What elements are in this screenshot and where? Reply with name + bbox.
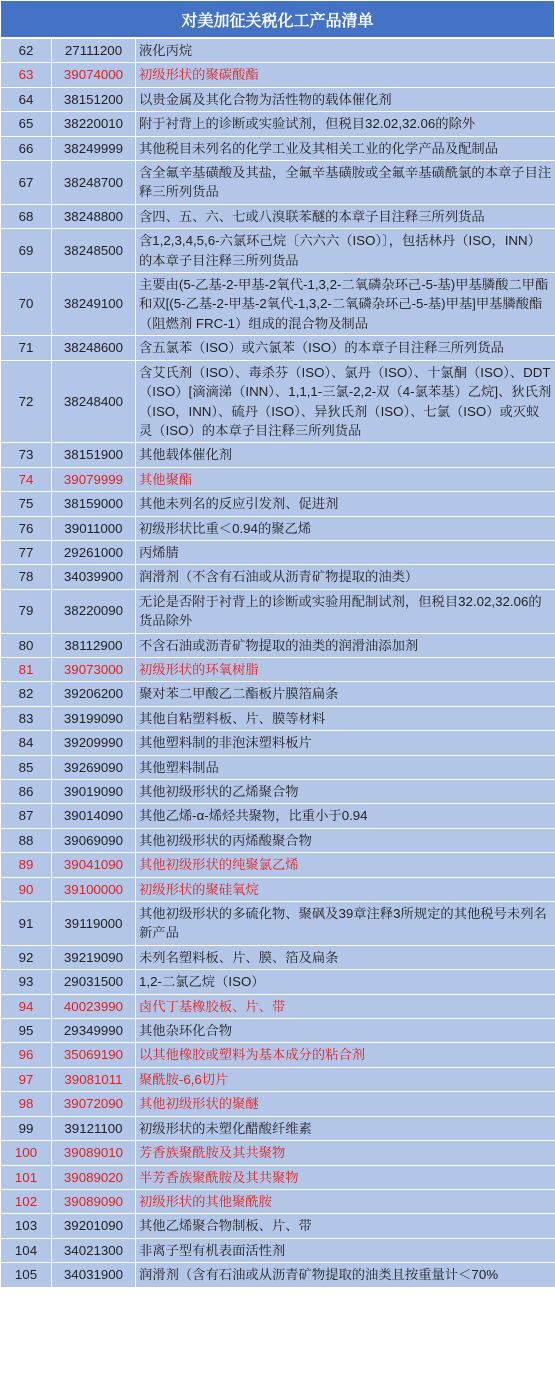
product-description: 其他初级形状的丙烯酸聚合物 bbox=[136, 828, 555, 852]
hs-code: 39081011 bbox=[52, 1067, 136, 1091]
table-row bbox=[1, 467, 555, 491]
product-description: 其他税目未列名的化学工业及其相关工业的化学产品及配制品 bbox=[136, 136, 555, 160]
hs-code: 39089010 bbox=[52, 1141, 136, 1165]
hs-code: 29349990 bbox=[52, 1019, 136, 1043]
product-description: 以贵金属及其化合物为活性物的载体催化剂 bbox=[136, 87, 555, 111]
product-description: 其他未列名的反应引发剂、促进剂 bbox=[136, 492, 555, 516]
table-row bbox=[1, 540, 555, 564]
row-number: 77 bbox=[1, 540, 52, 564]
table-row bbox=[1, 1189, 555, 1213]
product-description: 聚酰胺-6,6切片 bbox=[136, 1067, 555, 1091]
hs-code: 38159000 bbox=[52, 492, 136, 516]
row-number: 90 bbox=[1, 877, 52, 901]
row-number: 96 bbox=[1, 1043, 52, 1067]
product-description: 其他载体催化剂 bbox=[136, 443, 555, 467]
hs-code: 39041090 bbox=[52, 853, 136, 877]
row-number: 75 bbox=[1, 492, 52, 516]
table-row bbox=[1, 1238, 555, 1262]
product-description: 含1,2,3,4,5,6-六氯环己烷〔六六六（ISO）〕，包括林丹（ISO，INN）的本章子目注释三所列货品 bbox=[136, 229, 555, 273]
hs-code: 39209990 bbox=[52, 731, 136, 755]
table-row bbox=[1, 1116, 555, 1140]
row-number: 104 bbox=[1, 1238, 52, 1262]
table-row bbox=[1, 853, 555, 877]
hs-code: 38248700 bbox=[52, 161, 136, 205]
product-description: 其他乙烯聚合物制板、片、带 bbox=[136, 1214, 555, 1238]
product-description: 芳香族聚酰胺及其共聚物 bbox=[136, 1141, 555, 1165]
row-number: 76 bbox=[1, 516, 52, 540]
product-description: 聚对苯二甲酸乙二酯板片膜箔扁条 bbox=[136, 682, 555, 706]
hs-code: 38248600 bbox=[52, 336, 136, 360]
row-number: 97 bbox=[1, 1067, 52, 1091]
hs-code: 39019090 bbox=[52, 780, 136, 804]
table-row bbox=[1, 1067, 555, 1091]
table-row bbox=[1, 204, 555, 228]
hs-code: 35069190 bbox=[52, 1043, 136, 1067]
row-number: 101 bbox=[1, 1165, 52, 1189]
table-row bbox=[1, 780, 555, 804]
hs-code: 39089020 bbox=[52, 1165, 136, 1189]
table-row bbox=[1, 828, 555, 852]
table-row bbox=[1, 39, 555, 63]
row-number: 95 bbox=[1, 1019, 52, 1043]
row-number: 74 bbox=[1, 467, 52, 491]
hs-code: 27111200 bbox=[52, 39, 136, 63]
table-row bbox=[1, 1019, 555, 1043]
hs-code: 34039900 bbox=[52, 565, 136, 589]
product-description: 1,2-二氯乙烷（ISO） bbox=[136, 970, 555, 994]
product-description: 未列名塑料板、片、膜、箔及扁条 bbox=[136, 945, 555, 969]
table-row bbox=[1, 657, 555, 681]
row-number: 86 bbox=[1, 780, 52, 804]
table-row bbox=[1, 63, 555, 87]
row-number: 98 bbox=[1, 1092, 52, 1116]
table-row bbox=[1, 273, 555, 336]
row-number: 91 bbox=[1, 902, 52, 946]
table-row bbox=[1, 229, 555, 273]
table-row bbox=[1, 136, 555, 160]
row-number: 81 bbox=[1, 657, 52, 681]
product-description: 含四、五、六、七或八溴联苯醚的本章子目注释三所列货品 bbox=[136, 204, 555, 228]
product-description: 其他塑料制的非泡沫塑料板片 bbox=[136, 731, 555, 755]
table-row bbox=[1, 682, 555, 706]
product-description: 其他初级形状的聚醚 bbox=[136, 1092, 555, 1116]
row-number: 68 bbox=[1, 204, 52, 228]
hs-code: 39011000 bbox=[52, 516, 136, 540]
hs-code: 38248800 bbox=[52, 204, 136, 228]
product-description: 无论是否附于衬背上的诊断或实验用配制试剂，但税目32.02,32.06的货品除外 bbox=[136, 589, 555, 633]
table-row bbox=[1, 492, 555, 516]
hs-code: 39014090 bbox=[52, 804, 136, 828]
table-row bbox=[1, 360, 555, 443]
row-number: 100 bbox=[1, 1141, 52, 1165]
row-number: 69 bbox=[1, 229, 52, 273]
table-title: 对美加征关税化工产品清单 bbox=[0, 0, 555, 38]
hs-code: 34021300 bbox=[52, 1238, 136, 1262]
table-row bbox=[1, 804, 555, 828]
product-description: 润滑剂（不含有石油或从沥青矿物提取的油类） bbox=[136, 565, 555, 589]
row-number: 78 bbox=[1, 565, 52, 589]
table-row bbox=[1, 633, 555, 657]
hs-code: 39199090 bbox=[52, 706, 136, 730]
product-description: 初级形状的其他聚酰胺 bbox=[136, 1189, 555, 1213]
product-description: 丙烯腈 bbox=[136, 540, 555, 564]
table-row bbox=[1, 443, 555, 467]
hs-code: 39100000 bbox=[52, 877, 136, 901]
table-row bbox=[1, 755, 555, 779]
hs-code: 39079999 bbox=[52, 467, 136, 491]
product-description: 初级形状的未塑化醋酸纤维素 bbox=[136, 1116, 555, 1140]
product-description: 初级形状比重＜0.94的聚乙烯 bbox=[136, 516, 555, 540]
row-number: 62 bbox=[1, 39, 52, 63]
row-number: 83 bbox=[1, 706, 52, 730]
product-description: 半芳香族聚酰胺及其共聚物 bbox=[136, 1165, 555, 1189]
hs-code: 39119000 bbox=[52, 902, 136, 946]
product-description: 其他初级形状的纯聚氯乙烯 bbox=[136, 853, 555, 877]
row-number: 79 bbox=[1, 589, 52, 633]
product-description: 附于衬背上的诊断或实验试剂，但税目32.02,32.06的除外 bbox=[136, 112, 555, 136]
row-number: 73 bbox=[1, 443, 52, 467]
product-description: 含五氯苯（ISO）或六氯苯（ISO）的本章子目注释三所列货品 bbox=[136, 336, 555, 360]
row-number: 72 bbox=[1, 360, 52, 443]
hs-code: 39206200 bbox=[52, 682, 136, 706]
product-description: 以其他橡胶或塑料为基本成分的粘合剂 bbox=[136, 1043, 555, 1067]
row-number: 93 bbox=[1, 970, 52, 994]
row-number: 87 bbox=[1, 804, 52, 828]
table-row bbox=[1, 1043, 555, 1067]
hs-code: 29031500 bbox=[52, 970, 136, 994]
product-description: 其他初级形状的多硫化物、聚砜及39章注释3所规定的其他税号未列名新产品 bbox=[136, 902, 555, 946]
hs-code: 39073000 bbox=[52, 657, 136, 681]
product-description: 润滑剂（含有石油或从沥青矿物提取的油类且按重量计＜70% bbox=[136, 1263, 555, 1287]
row-number: 89 bbox=[1, 853, 52, 877]
row-number: 88 bbox=[1, 828, 52, 852]
product-description: 其他聚酯 bbox=[136, 467, 555, 491]
hs-code: 39069090 bbox=[52, 828, 136, 852]
table-row bbox=[1, 731, 555, 755]
row-number: 80 bbox=[1, 633, 52, 657]
row-number: 85 bbox=[1, 755, 52, 779]
product-description: 其他乙烯-α-烯烃共聚物，比重小于0.94 bbox=[136, 804, 555, 828]
hs-code: 38248500 bbox=[52, 229, 136, 273]
hs-code: 38151900 bbox=[52, 443, 136, 467]
hs-code: 29261000 bbox=[52, 540, 136, 564]
product-description: 非离子型有机表面活性剂 bbox=[136, 1238, 555, 1262]
hs-code: 38151200 bbox=[52, 87, 136, 111]
table-row bbox=[1, 970, 555, 994]
hs-code: 38112900 bbox=[52, 633, 136, 657]
hs-code: 39121100 bbox=[52, 1116, 136, 1140]
product-description: 其他初级形状的乙烯聚合物 bbox=[136, 780, 555, 804]
table-row bbox=[1, 1263, 555, 1287]
table-row bbox=[1, 1214, 555, 1238]
row-number: 82 bbox=[1, 682, 52, 706]
product-description: 其他杂环化合物 bbox=[136, 1019, 555, 1043]
hs-code: 38220090 bbox=[52, 589, 136, 633]
table-row bbox=[1, 945, 555, 969]
product-description: 初级形状的环氧树脂 bbox=[136, 657, 555, 681]
row-number: 103 bbox=[1, 1214, 52, 1238]
table-row bbox=[1, 516, 555, 540]
hs-code: 39089090 bbox=[52, 1189, 136, 1213]
hs-code: 39074000 bbox=[52, 63, 136, 87]
hs-code: 39269090 bbox=[52, 755, 136, 779]
product-list-table bbox=[0, 38, 555, 1288]
row-number: 84 bbox=[1, 731, 52, 755]
table-row bbox=[1, 112, 555, 136]
table-row bbox=[1, 706, 555, 730]
product-description: 其他塑料制品 bbox=[136, 755, 555, 779]
product-description: 其他自粘塑料板、片、膜等材料 bbox=[136, 706, 555, 730]
row-number: 63 bbox=[1, 63, 52, 87]
row-number: 92 bbox=[1, 945, 52, 969]
product-description: 主要由(5-乙基-2-甲基-2氧代-1,3,2-二氧磷杂环己-5-基)甲基膦酸二甲酯和双[(5-乙基-2-甲基-2氧代-1,3,2-二氧磷杂环己-5-基)甲基]甲基膦酸酯（阻燃剂 FRC-1）组成的混合物及制品 bbox=[136, 273, 555, 336]
row-number: 66 bbox=[1, 136, 52, 160]
product-description: 初级形状的聚碳酸酯 bbox=[136, 63, 555, 87]
product-description: 卤代丁基橡胶板、片、带 bbox=[136, 994, 555, 1018]
hs-code: 38249100 bbox=[52, 273, 136, 336]
row-number: 102 bbox=[1, 1189, 52, 1213]
row-number: 105 bbox=[1, 1263, 52, 1287]
row-number: 70 bbox=[1, 273, 52, 336]
table-row bbox=[1, 1141, 555, 1165]
table-row bbox=[1, 161, 555, 205]
hs-code: 38248400 bbox=[52, 360, 136, 443]
table-row bbox=[1, 1092, 555, 1116]
table-row bbox=[1, 87, 555, 111]
hs-code: 39072090 bbox=[52, 1092, 136, 1116]
row-number: 67 bbox=[1, 161, 52, 205]
table-row bbox=[1, 902, 555, 946]
table-row bbox=[1, 994, 555, 1018]
row-number: 64 bbox=[1, 87, 52, 111]
hs-code: 34031900 bbox=[52, 1263, 136, 1287]
row-number: 65 bbox=[1, 112, 52, 136]
hs-code: 38249999 bbox=[52, 136, 136, 160]
product-description: 含全氟辛基磺酸及其盐，全氟辛基磺胺或全氟辛基磺酰氯的本章子目注释三所列货品 bbox=[136, 161, 555, 205]
hs-code: 38220010 bbox=[52, 112, 136, 136]
row-number: 94 bbox=[1, 994, 52, 1018]
hs-code: 40023990 bbox=[52, 994, 136, 1018]
product-description: 初级形状的聚硅氧烷 bbox=[136, 877, 555, 901]
table-body bbox=[1, 39, 555, 1288]
table-row bbox=[1, 877, 555, 901]
table-row bbox=[1, 1165, 555, 1189]
table-row bbox=[1, 336, 555, 360]
hs-code: 39201090 bbox=[52, 1214, 136, 1238]
hs-code: 39219090 bbox=[52, 945, 136, 969]
product-description: 含艾氏剂（ISO）、毒杀芬（ISO）、氯丹（ISO）、十氯酮（ISO）、DDT（ISO）[滴滴涕（INN）、1,1,1-三氯-2,2-双（4-氯苯基）乙烷]、狄氏剂（ISO，INN）、硫丹（ISO）、异狄氏剂（ISO）、七氯（ISO）或灭蚁灵（ISO）的本章子目注释三所列货品 bbox=[136, 360, 555, 443]
table-row bbox=[1, 589, 555, 633]
row-number: 99 bbox=[1, 1116, 52, 1140]
row-number: 71 bbox=[1, 336, 52, 360]
table-row bbox=[1, 565, 555, 589]
product-description: 不含石油或沥青矿物提取的油类的润滑油添加剂 bbox=[136, 633, 555, 657]
product-description: 液化丙烷 bbox=[136, 39, 555, 63]
